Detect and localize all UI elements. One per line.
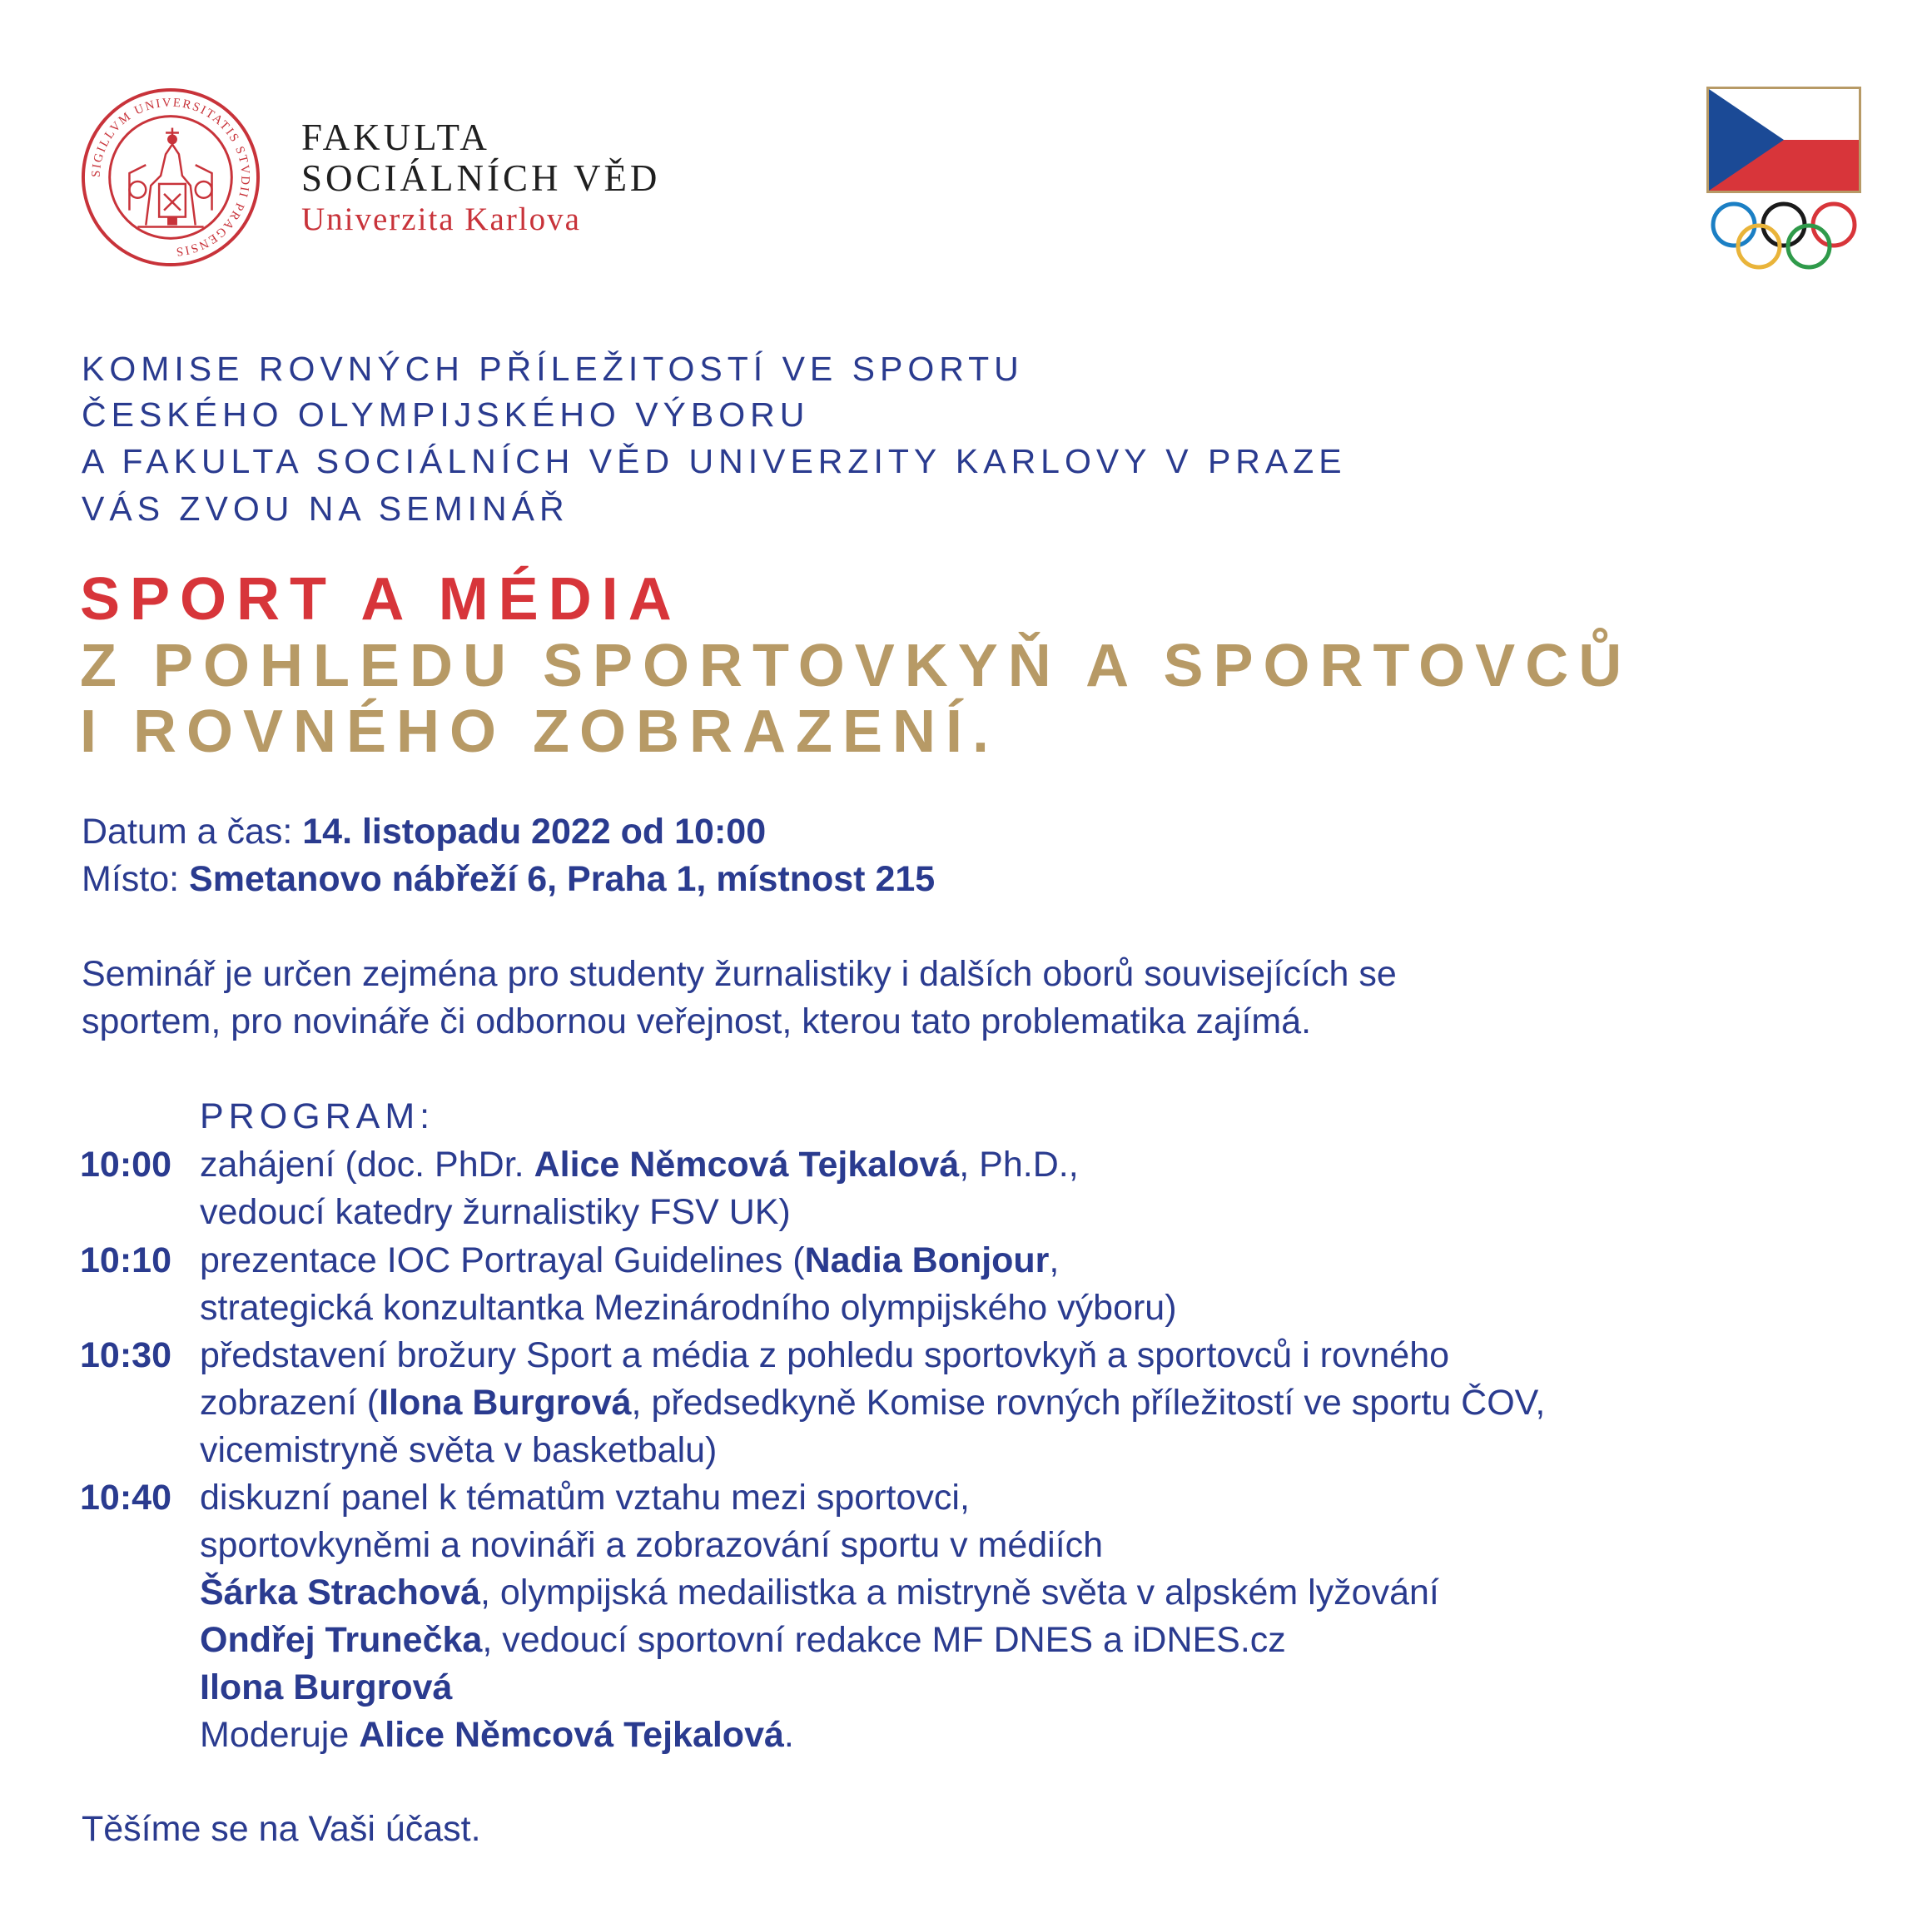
intro-line: A FAKULTA SOCIÁLNÍCH VĚD UNIVERZITY KARLOVY V PRAZE [82,442,1347,480]
program-line [200,1385,1545,1421]
seminar-subtitle-line2: I ROVNÉHO ZOBRAZENÍ. [80,698,1000,765]
date-time [82,814,766,850]
program-time: 10:30 [80,1335,171,1375]
place-label: Místo: [82,859,190,899]
date-label: Datum a čas: [82,812,303,852]
program-text: Moderuje [200,1715,360,1755]
program-line: vicemistryně světa v basketbalu) [200,1430,718,1470]
speaker-name: Alice Němcová Tejkalová [534,1145,960,1185]
university-seal-icon [80,87,261,268]
program-text: zahájení (doc. PhDr. [200,1145,534,1185]
program-time: 10:00 [80,1145,171,1185]
program-line [200,1622,1286,1658]
program-text: zobrazení ( [200,1383,380,1423]
intro-line: KOMISE ROVNÝCH PŘÍLEŽITOSTÍ VE SPORTU [82,350,1024,388]
program-time: 10:10 [80,1240,171,1280]
program-text: , předsedkyně Komise rovných příležitostí ve sportu ČOV, [631,1383,1546,1423]
program-heading: PROGRAM: [200,1096,435,1136]
speaker-name: Ilona Burgrová [200,1667,453,1707]
speaker-name: Ondřej Trunečka [200,1620,483,1660]
speaker-name: Ilona Burgrová [379,1383,632,1423]
program-line: strategická konzultantka Mezinárodního olympijského výboru) [200,1288,1177,1328]
program-line: sportovkyněmi a novináři a zobrazování sportu v médiích [200,1525,1104,1565]
program-text: prezentace IOC Portrayal Guidelines ( [200,1240,805,1280]
moderator-name: Alice Němcová Tejkalová [359,1715,784,1755]
program-text: , Ph.D., [959,1145,1079,1185]
faculty-name-line2: SOCIÁLNÍCH VĚD [301,157,661,199]
program-line [200,1147,1079,1183]
speaker-name: Šárka Strachová [200,1573,481,1612]
czech-flag-icon [1706,87,1861,193]
program-text: , vedoucí sportovní redakce MF DNES a iDNES.cz [482,1620,1286,1660]
program-line [200,1240,1060,1280]
date-value: 14. listopadu 2022 od 10:00 [302,812,767,852]
program-text: . [783,1715,794,1755]
description-line: sportem, pro novináře či odbornou veřejnost, kterou tato problematika zajímá. [82,1001,1312,1041]
intro-line: VÁS ZVOU NA SEMINÁŘ [82,489,569,528]
program-line: diskuzní panel k tématům vztahu mezi sportovci, [200,1478,970,1518]
olympic-rings-icon [1709,200,1859,271]
place-value: Smetanovo nábřeží 6, Praha 1, místnost 215 [189,859,936,899]
seminar-subtitle-line1: Z POHLEDU SPORTOVKYŇ A SPORTOVCŮ [80,633,1632,699]
svg-text:SIGILLVM UNIVERSITATIS STVDII [90,97,252,259]
place [82,859,936,899]
description-line: Seminář je určen zejména pro studenty žurnalistiky i dalších oborů souvisejících se [82,954,1397,994]
seal-text: SIGILLVM UNIVERSITATIS STVDII PRAGENSIS [89,96,252,259]
speaker-name: Nadia Bonjour [804,1240,1050,1280]
program-line [200,1575,1439,1611]
program-time: 10:40 [80,1478,171,1518]
program-line: vedoucí katedry žurnalistiky FSV UK) [200,1192,791,1232]
program-line [200,1717,794,1753]
program-line: představení brožury Sport a média z pohledu sportovkyň a sportovců i rovného [200,1335,1450,1375]
university-name: Univerzita Karlova [301,201,581,237]
faculty-name-line1: FAKULTA [301,117,490,158]
program-line [200,1667,453,1707]
program-text: , olympijská medailistka a mistryně světa v alpském lyžování [480,1573,1439,1612]
seminar-title: SPORT A MÉDIA [80,566,682,633]
closing-text: Těšíme se na Vaši účast. [82,1809,481,1849]
program-text: , [1049,1240,1060,1280]
intro-line: ČESKÉHO OLYMPIJSKÉHO VÝBORU [82,395,810,434]
